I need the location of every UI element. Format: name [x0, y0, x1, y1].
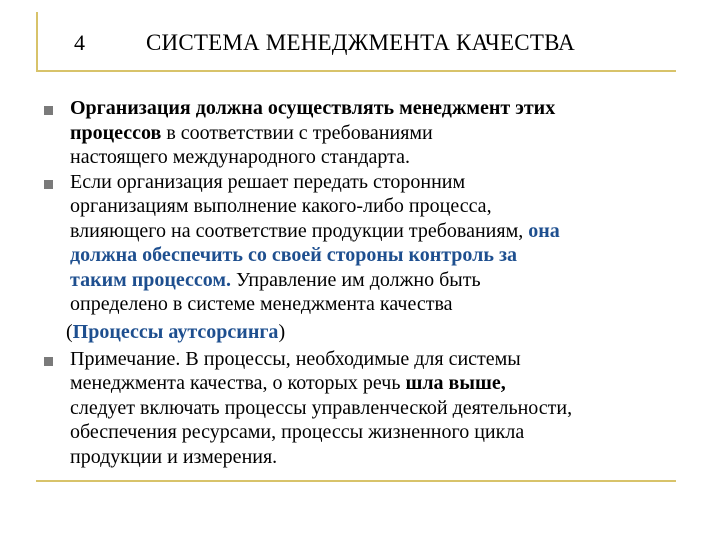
slide-title: СИСТЕМА МЕНЕДЖМЕНТА КАЧЕСТВА: [146, 30, 575, 55]
bold-text: процессов: [70, 121, 162, 144]
text-line: [70, 194, 704, 219]
text: влияющего на соответствие продукции требованиям,: [70, 219, 529, 242]
square-bullet-icon: [44, 357, 53, 366]
text-line: [70, 96, 704, 121]
paren-close: ): [278, 320, 286, 343]
bullet-item: [44, 96, 704, 170]
footer-divider: [36, 480, 676, 482]
text-line: [70, 371, 704, 396]
outsourcing-label: Процессы аутсорсинга: [72, 320, 279, 343]
text-line: [70, 243, 704, 268]
bullet-item: [44, 170, 704, 317]
square-bullet-icon: [44, 180, 53, 189]
text: настоящего международного стандарта.: [70, 146, 410, 168]
text: менеджмента качества, о которых речь: [70, 372, 406, 394]
text-line: [70, 268, 704, 293]
text-line: [70, 445, 704, 470]
text-line: [70, 420, 704, 445]
square-bullet-icon: [44, 106, 53, 115]
text: в соответствии с требованиями: [161, 121, 433, 144]
text: продукции и измерения.: [70, 445, 278, 468]
bold-text: шла выше,: [405, 372, 506, 394]
text-line: [70, 347, 704, 372]
bullet-list: [44, 96, 704, 469]
bold-blue-text: должна обеспечить со своей стороны контроль за: [70, 244, 518, 266]
header-divider: [36, 70, 676, 72]
text: Управление им должно быть: [231, 268, 481, 291]
slide-number: 4: [74, 30, 85, 55]
text: обеспечения ресурсами, процессы жизненного цикла: [70, 421, 525, 443]
text-line: [70, 121, 704, 146]
text-line: [70, 292, 704, 317]
text-line: [70, 396, 704, 421]
text-line: [70, 145, 704, 170]
text: Примечание. В процессы, необходимые для системы: [70, 347, 521, 370]
text: следует включать процессы управленческой деятельности,: [70, 396, 573, 419]
bold-blue-text: таким процессом.: [70, 268, 232, 291]
text-line: [70, 170, 704, 195]
text: определено в системе менеджмента качества: [70, 293, 453, 315]
outsourcing-note: [44, 317, 704, 347]
bullet-item: [44, 347, 704, 470]
bold-text: Организация должна осуществлять менеджмент этих: [70, 97, 556, 119]
header-frame-left-border: [36, 12, 38, 72]
text: Если организация решает передать сторонним: [70, 170, 466, 193]
paren-open: (: [66, 320, 73, 343]
text: организациям выполнение какого-либо процесса,: [70, 195, 492, 217]
bold-blue-text: она: [528, 219, 560, 242]
text-line: [70, 219, 704, 244]
